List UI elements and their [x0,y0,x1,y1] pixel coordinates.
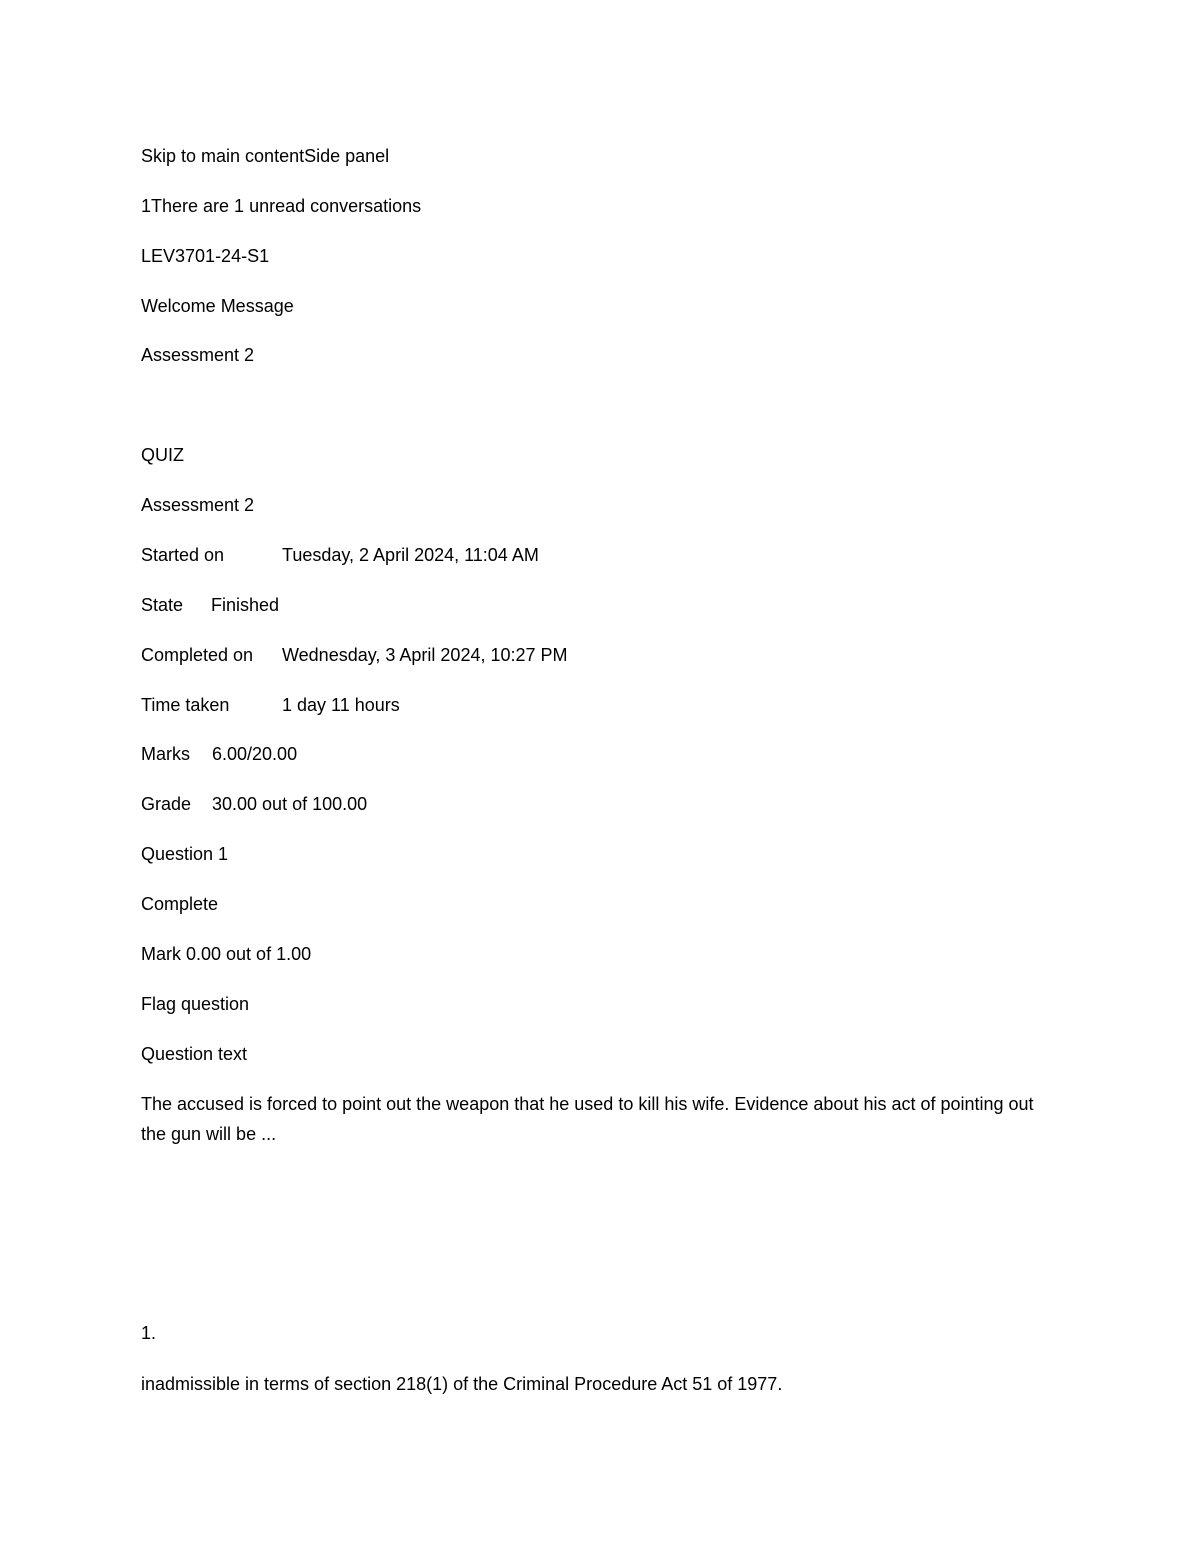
completed-on-value: Wednesday, 3 April 2024, 10:27 PM [282,645,568,665]
state-label: State [141,595,184,615]
completed-on-label: Completed on [141,645,254,665]
header-links-line [141,145,389,167]
time-taken-label: Time taken [141,695,230,715]
started-on-row [141,544,539,566]
unread-conversations-line[interactable] [141,195,421,217]
quiz-title: Assessment 2 [141,495,255,515]
state-value: Finished [211,595,280,615]
assessment-breadcrumb-link[interactable]: Assessment 2 [141,345,255,365]
question-status: Complete [141,894,219,914]
completed-on-row [141,644,568,666]
grade-value: 30.00 out of 100.00 [212,794,368,814]
course-code-link[interactable]: LEV3701-24-S1 [141,246,270,266]
started-on-label: Started on [141,545,225,565]
side-panel-button[interactable]: Side panel [304,146,390,166]
question-text: The accused is forced to point out the weapon that he used to kill his wife. Evidence about his act of pointing out the gun will be ... [141,1094,1034,1144]
question-text-heading: Question text [141,1044,248,1064]
marks-value: 6.00/20.00 [212,744,298,764]
state-row [141,594,280,616]
answer-option[interactable]: inadmissible in terms of section 218(1) of the Criminal Procedure Act 51 of 1977. [141,1374,783,1394]
question-number: Question 1 [141,844,229,864]
flag-question-link[interactable]: Flag question [141,994,250,1014]
unread-count-badge: 1 [141,196,152,216]
skip-to-main-link[interactable]: Skip to main content [141,146,305,166]
marks-label: Marks [141,744,190,764]
grade-label: Grade [141,794,192,814]
unread-conversations-text: There are 1 unread conversations [151,196,422,216]
marks-row [141,743,298,765]
grade-row [141,793,368,815]
welcome-message-link[interactable]: Welcome Message [141,296,294,316]
question-mark: Mark 0.00 out of 1.00 [141,944,312,964]
time-taken-value: 1 day 11 hours [282,695,400,715]
started-on-value: Tuesday, 2 April 2024, 11:04 AM [282,545,539,565]
time-taken-row [141,694,400,716]
answer-index: 1. [141,1323,157,1343]
quiz-label: QUIZ [141,445,184,465]
